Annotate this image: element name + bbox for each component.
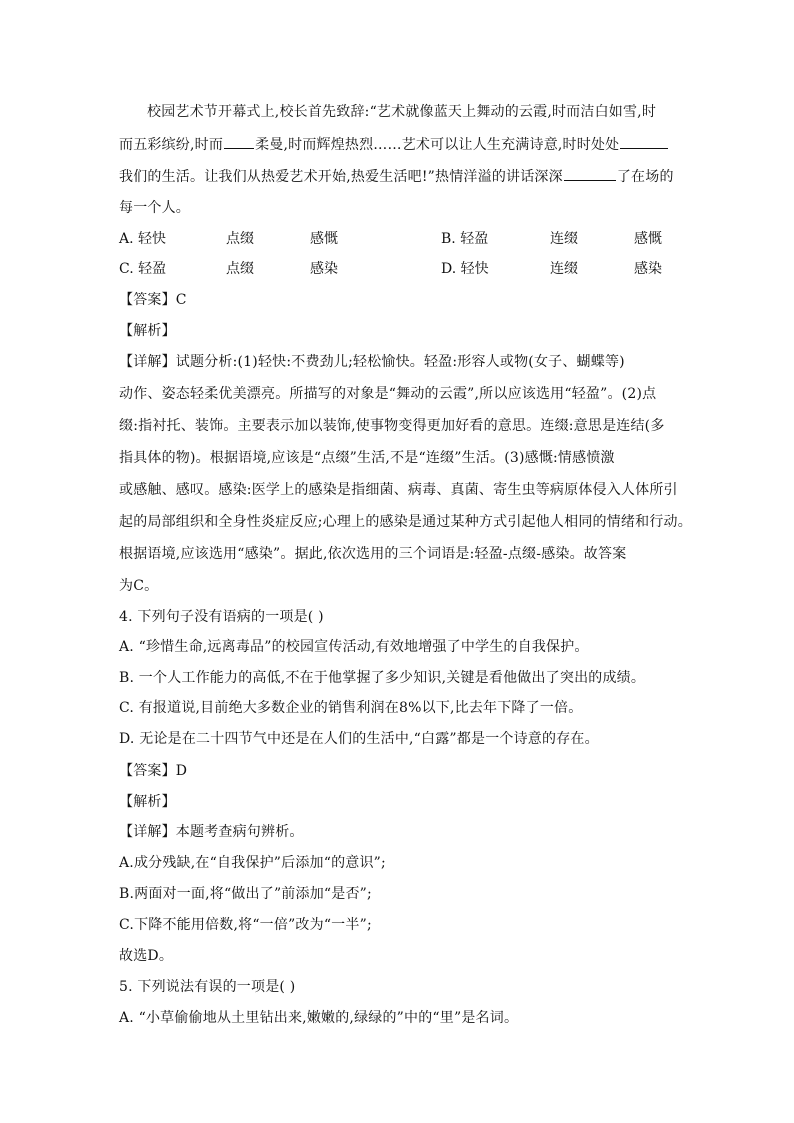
q4-answer: 【答案】D bbox=[119, 763, 188, 779]
option-b-word-3: 感慨 bbox=[634, 231, 662, 247]
passage-line-3 bbox=[119, 166, 685, 187]
option-a-word-1: A. 轻快 bbox=[119, 231, 167, 247]
q4-detail-line-1: 【详解】本题考查病句辨析。 bbox=[119, 824, 304, 840]
blank-2 bbox=[620, 134, 668, 149]
option-d-word-1: D. 轻快 bbox=[441, 261, 489, 277]
q3-detail-line-3: 缀:指衬托、装饰。主要表示加以装饰,使事物变得更加好看的意思。连缀:意思是连结(多 bbox=[119, 418, 665, 434]
passage-line-2-b: 柔曼,时而辉煌热烈……艺术可以让人生充满诗意,时时处处 bbox=[255, 137, 620, 153]
q3-detail-line-8: 为C。 bbox=[119, 578, 159, 594]
q4-option-c: C. 有报道说,目前绝大多数企业的销售利润在8%以下,比去年下降了一倍。 bbox=[119, 700, 583, 716]
option-d-word-2: 连缀 bbox=[550, 261, 578, 277]
passage-line-4: 每一个人。 bbox=[119, 200, 190, 216]
q4-detail-line-4: C.下降不能用倍数,将“一倍”改为“一半”; bbox=[119, 917, 372, 933]
option-c-word-1: C. 轻盈 bbox=[119, 261, 167, 277]
passage-line-3-b: 了在场的 bbox=[616, 169, 674, 185]
q4-detail-line-5: 故选D。 bbox=[119, 948, 174, 964]
q3-detail-line-7: 根据语境,应该选用“感染”。据此,依次选用的三个词语是:轻盈-点缀-感染。故答案 bbox=[119, 546, 627, 562]
option-a-word-2: 点缀 bbox=[226, 231, 254, 247]
option-b-word-2: 连缀 bbox=[550, 231, 578, 247]
option-a-word-3: 感慨 bbox=[310, 231, 338, 247]
blank-1 bbox=[224, 134, 254, 149]
option-b-word-1: B. 轻盈 bbox=[441, 231, 489, 247]
q5-stem: 5. 下列说法有误的一项是( ) bbox=[119, 979, 296, 995]
q4-detail-line-3: B.两面对一面,将“做出了”前添加“是否”; bbox=[119, 886, 372, 902]
q3-detail-line-6: 起的局部组织和全身性炎症反应;心理上的感染是通过某种方式引起他人相同的情绪和行动。 bbox=[119, 514, 692, 530]
q4-detail-line-2: A.成分残缺,在“自我保护”后添加“的意识”; bbox=[119, 855, 386, 871]
option-c-word-2: 点缀 bbox=[226, 261, 254, 277]
blank-3 bbox=[564, 166, 616, 181]
option-c-word-3: 感染 bbox=[310, 261, 338, 277]
q3-analysis-heading: 【解析】 bbox=[119, 323, 176, 339]
q5-option-a: A. “小草偷偷地从土里钻出来,嫩嫩的,绿绿的”中的“里”是名词。 bbox=[119, 1010, 519, 1026]
q4-option-a: A. “珍惜生命,远离毒品”的校园宣传活动,有效地增强了中学生的自我保护。 bbox=[119, 639, 589, 655]
passage-line-3-a: 我们的生活。让我们从热爱艺术开始,热爱生活吧!”热情洋溢的讲话深深 bbox=[119, 169, 563, 185]
q3-detail-line-5: 或感触、感叹。感染:医学上的感染是指细菌、病毒、真菌、寄生虫等病原体侵入人体所引 bbox=[119, 482, 678, 498]
passage-line-2-a: 而五彩缤纷,时而 bbox=[119, 137, 224, 153]
q4-option-d: D. 无论是在二十四节气中还是在人们的生活中,“白露”都是一个诗意的存在。 bbox=[119, 731, 599, 747]
q3-detail-line-2: 动作、姿态轻柔优美漂亮。所描写的对象是“舞动的云霞”,所以应该选用“轻盈”。(2)点 bbox=[119, 386, 657, 402]
q3-detail-line-4: 指具体的物)。根据语境,应该是“点缀”生活,不是“连缀”生活。(3)感慨:情感愤激 bbox=[119, 450, 615, 466]
q4-analysis-heading: 【解析】 bbox=[119, 794, 176, 810]
passage-line-1: 校园艺术节开幕式上,校长首先致辞:“艺术就像蓝天上舞动的云霞,时而洁白如雪,时 bbox=[147, 104, 657, 120]
q3-answer: 【答案】C bbox=[119, 292, 187, 308]
q4-stem: 4. 下列句子没有语病的一项是( ) bbox=[119, 609, 324, 625]
passage-line-2 bbox=[119, 134, 685, 155]
q3-detail-line-1: 【详解】试题分析:(1)轻快:不费劲儿;轻松愉快。轻盈:形容人或物(女子、蝴蝶等) bbox=[119, 354, 625, 370]
option-d-word-3: 感染 bbox=[634, 261, 662, 277]
q4-option-b: B. 一个人工作能力的高低,不在于他掌握了多少知识,关键是看他做出了突出的成绩。 bbox=[119, 670, 646, 686]
